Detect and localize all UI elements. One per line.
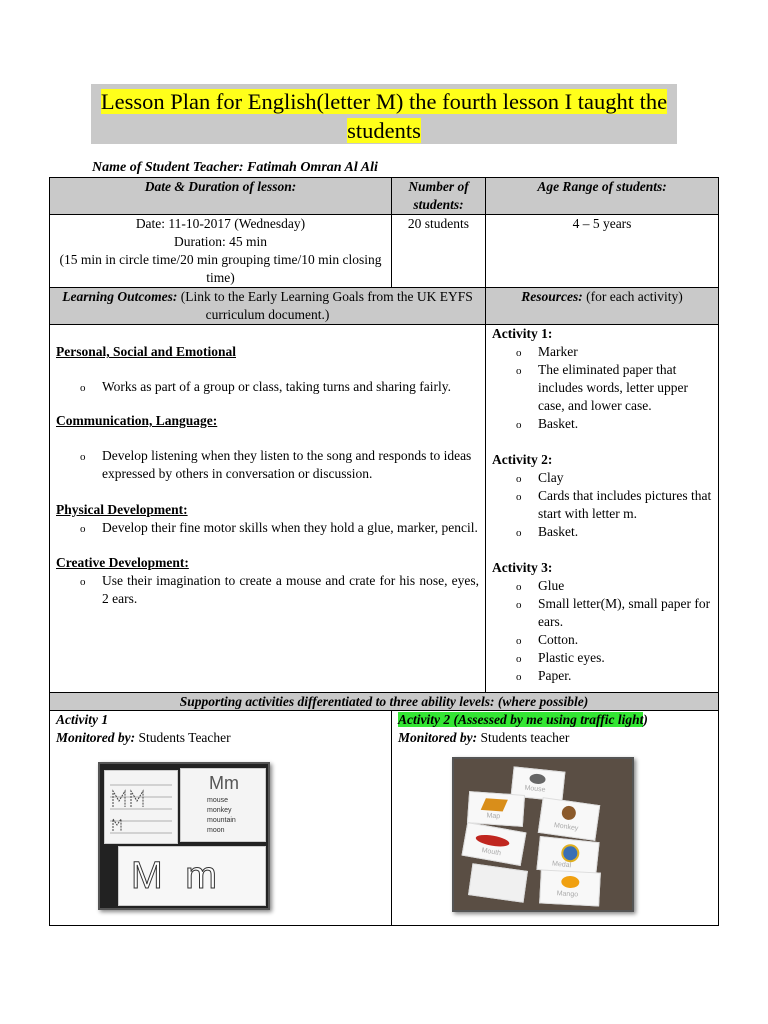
activity-1-monitored: Monitored by: Students Teacher bbox=[56, 730, 231, 745]
outcome-item: o Use their imagination to create a mouse and crate for his nose, eyes, 2 ears. bbox=[56, 572, 479, 608]
outcome-heading: Creative Development: bbox=[56, 555, 189, 570]
outcome-list bbox=[56, 519, 479, 537]
resource-item: o Cards that includes pictures that start with letter m. bbox=[492, 487, 712, 523]
lesson-duration: Duration: 45 min bbox=[174, 234, 267, 249]
outcome-heading: Personal, Social and Emotional bbox=[56, 344, 237, 359]
medal-icon bbox=[560, 843, 580, 863]
picture-card-blank bbox=[468, 863, 528, 902]
picture-card-medal: Medal bbox=[536, 836, 599, 876]
header-age-range: Age Range of students: bbox=[486, 178, 719, 215]
tracing-worksheet bbox=[104, 770, 178, 844]
outcome-heading: Communication, Language: bbox=[56, 413, 218, 428]
activity-2-resources bbox=[492, 469, 712, 541]
outcome-item: o Works as part of a group or class, taking turns and sharing fairly. bbox=[56, 377, 479, 397]
number-of-students: 20 students bbox=[392, 215, 486, 288]
outcome-list bbox=[56, 377, 479, 397]
dotted-letters: M m bbox=[131, 855, 223, 897]
activity-2-monitored: Monitored by: Students teacher bbox=[398, 730, 570, 745]
outcome-list bbox=[56, 572, 479, 608]
student-teacher-name: Name of Student Teacher: Fatimah Omran Al Ali bbox=[92, 160, 378, 175]
outcome-list bbox=[56, 447, 479, 483]
resources-header: Resources: (for each activity) bbox=[486, 288, 719, 325]
activity-3-resources-heading: Activity 3: bbox=[492, 560, 553, 575]
activity-2-resources-heading: Activity 2: bbox=[492, 452, 553, 467]
mango-icon bbox=[561, 876, 580, 889]
mouse-icon bbox=[529, 773, 546, 785]
outcome-item: o Develop their fine motor skills when they hold a glue, marker, pencil. bbox=[56, 519, 479, 537]
activity-1-photo bbox=[98, 762, 270, 910]
age-range: 4 – 5 years bbox=[486, 215, 719, 288]
page-title bbox=[91, 84, 677, 144]
worksheet-word: mountain bbox=[207, 817, 236, 824]
picture-card-monkey: Monkey bbox=[538, 797, 600, 841]
picture-card-mouse: Mouse bbox=[511, 766, 566, 801]
resource-item: o Basket. bbox=[492, 523, 712, 541]
picture-card-mango: Mango bbox=[539, 869, 601, 906]
worksheet-letters: Mm bbox=[209, 773, 239, 793]
activity-1-title: Activity 1 bbox=[56, 712, 109, 727]
activity-2-photo bbox=[452, 757, 634, 912]
outcome-item: o Develop listening when they listen to the song and responds to ideas expressed by others in conversation or discussion. bbox=[56, 447, 479, 483]
resource-item: o Clay bbox=[492, 469, 712, 487]
dotted-letters-sheet bbox=[118, 846, 266, 906]
resource-item: o Paper. bbox=[492, 667, 712, 685]
picture-card-mouth: Mouth bbox=[462, 822, 527, 866]
resource-item: o Glue bbox=[492, 577, 712, 595]
worksheet-word: monkey bbox=[207, 807, 232, 814]
activity-1-resources bbox=[492, 343, 712, 433]
worksheet-word: moon bbox=[207, 827, 225, 834]
map-icon bbox=[481, 798, 508, 811]
outcome-heading: Physical Development: bbox=[56, 502, 188, 517]
supporting-activities-header: Supporting activities differentiated to three ability levels: (where possible) bbox=[50, 693, 719, 711]
resource-item: o Small letter(M), small paper for ears. bbox=[492, 595, 712, 631]
resources-list bbox=[486, 325, 719, 693]
lesson-time-breakdown: (15 min in circle time/20 min grouping time/10 min closing time) bbox=[59, 252, 382, 285]
resource-item: o Cotton. bbox=[492, 631, 712, 649]
mouth-icon bbox=[475, 833, 510, 849]
word-worksheet bbox=[180, 768, 266, 842]
learning-outcomes-header: Learning Outcomes: (Link to the Early Learning Goals from the UK EYFS curriculum document.) bbox=[50, 288, 486, 325]
resource-item: o The eliminated paper that includes words, letter upper case, and lower case. bbox=[492, 361, 712, 415]
lesson-date: Date: 11-10-2017 (Wednesday) bbox=[135, 216, 306, 231]
learning-outcomes bbox=[50, 325, 486, 693]
activity-2-title: Activity 2 (Assessed by me using traffic light) bbox=[398, 712, 648, 727]
resource-item: o Basket. bbox=[492, 415, 712, 433]
page-title-text: Lesson Plan for English(letter M) the fourth lesson I taught the students bbox=[100, 89, 668, 143]
activity-1-resources-heading: Activity 1: bbox=[492, 326, 553, 341]
header-date-duration: Date & Duration of lesson: bbox=[50, 178, 392, 215]
activity-3-resources bbox=[492, 577, 712, 685]
monkey-icon bbox=[561, 805, 577, 821]
header-number-students: Number of students: bbox=[392, 178, 486, 215]
picture-card-map: Map bbox=[467, 791, 525, 827]
tracing-lines-icon bbox=[105, 771, 177, 843]
worksheet-word: mouse bbox=[207, 797, 229, 804]
resource-item: o Plastic eyes. bbox=[492, 649, 712, 667]
lesson-date-duration bbox=[50, 215, 392, 288]
resource-item: o Marker bbox=[492, 343, 712, 361]
